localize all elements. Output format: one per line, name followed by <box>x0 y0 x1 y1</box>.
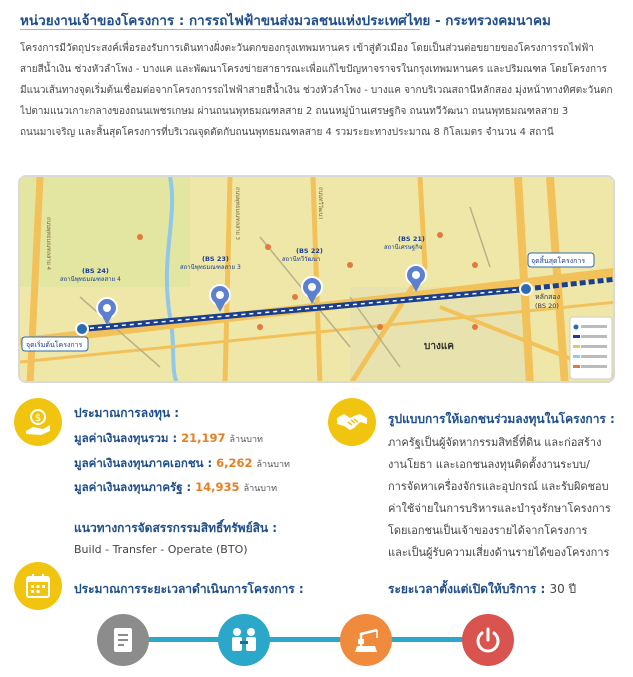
intro-line: มีแนวเส้นทางจุดเริ่มต้นเชื่อมต่อจากโครงการรถไฟฟ้าสายสีน้ำเงิน ช่วงหัวลำโพง - บางแค จากบริเวณสถานีหลักสอง มุ่งหน้าทางทิศตะวันตก <box>20 85 613 96</box>
road-label: ถนนทวีวัฒนา <box>317 187 323 220</box>
concession-label: ระยะเวลาตั้งแต่เปิดให้บริการ : <box>388 582 546 596</box>
handshake-icon <box>328 398 376 446</box>
asset-title: แนวทางการจัดสรรกรรมสิทธิ์ทรัพย์สิน : <box>74 521 278 535</box>
start-point <box>76 323 88 335</box>
svg-text:$: $ <box>34 413 42 424</box>
bang-khae-label: บางแค <box>424 341 454 352</box>
investment-unit: ล้านบาท <box>229 435 263 445</box>
station-name: สถานีเศรษฐกิจ <box>384 244 423 251</box>
station-code: (BS 21) <box>398 235 425 243</box>
timeline-bar <box>108 637 498 642</box>
intro-line: ไปตามแนวเกาะกลางของถนนเพชรเกษม ผ่านถนนพุทธมณฑลสาย 2 ถนนหมู่บ้านเศรษฐกิจ ถนนทวีวัฒนา ถนนพุทธมณฑลสาย 3 <box>20 106 569 117</box>
ppp-title: รูปแบบการให้เอกชนร่วมลงทุนในโครงการ : <box>388 412 615 426</box>
route-map <box>18 175 615 383</box>
intro-paragraph <box>20 38 620 143</box>
investment-label: มูลค่าเงินลงทุนภาคเอกชน : <box>74 456 213 470</box>
construction-icon <box>340 614 392 666</box>
end-point <box>520 283 532 295</box>
power-icon <box>462 614 514 666</box>
ppp-line: งานโยธา และเอกชนลงทุนติดตั้งงานระบบ/ <box>388 458 590 471</box>
asset-value: Build - Transfer - Operate (BTO) <box>74 543 248 556</box>
concession-value: 30 ปี <box>549 582 577 596</box>
investment-label: มูลค่าเงินลงทุนภาครัฐ : <box>74 480 192 494</box>
station-code: (BS 22) <box>296 247 323 255</box>
ppp-line: ค่าใช้จ่ายในการบริหารและบำรุงรักษาโครงการ <box>388 502 611 515</box>
station-code: (BS 23) <box>202 255 229 263</box>
ppp-line: โดยเอกชนเป็นเจ้าของรายได้จากโครงการ <box>388 524 588 537</box>
intro-line: สายสีน้ำเงิน ช่วงหัวลำโพง - บางแค และพัฒนาโครงข่ายสาธารณะเพื่อแก้ไขปัญหาจราจรในกรุงเทพมหานคร และปริมณฑล โดยโครงการ <box>20 64 608 75</box>
intro-line: โครงการมีวัตถุประสงค์เพื่อรองรับการเดินทางฝั่งตะวันตกของกรุงเทพมหานคร เข้าสู่ตัวเมือง โดยเป็นส่วนต่อขยายของโครงการรถไฟฟ้า <box>20 43 594 54</box>
road-label: ถนนพุทธมณฑลสาย 3 <box>234 187 240 241</box>
station-name: สถานีพุทธมณฑลสาย 4 <box>60 276 121 283</box>
station-name: สถานีทวีวัฒนา <box>282 256 321 263</box>
investment-value: 6,262 <box>216 456 253 470</box>
intro-line: ถนนมาเจริญ และสิ้นสุดโครงการที่บริเวณจุดตัดกับถนนพุทธมณฑลสาย 4 รวมระยะทางประมาณ 8 กิโลเมตร จำนวน 4 สถานี <box>20 127 554 138</box>
investment-unit: ล้านบาท <box>256 460 290 470</box>
ppp-line: ภาครัฐเป็นผู้จัดหากรรมสิทธิ์ที่ดิน และก่อสร้าง <box>388 436 602 449</box>
timeline-title: ประมาณการระยะเวลาดำเนินการโครงการ : <box>74 582 304 596</box>
end-label: จุดสิ้นสุดโครงการ <box>531 257 586 265</box>
lak-song-label: หลักสอง <box>535 293 561 301</box>
investment-label: มูลค่าเงินลงทุนรวม : <box>74 431 178 445</box>
investment-row-private <box>74 455 290 473</box>
agreement-icon <box>218 614 270 666</box>
investment-value: 21,197 <box>181 431 226 445</box>
station-code: (BS 24) <box>82 267 109 275</box>
ppp-line: การจัดหาเครื่องจักรและอุปกรณ์ และรับผิดชอบ <box>388 480 609 493</box>
investment-title: ประมาณการลงทุน : <box>74 406 180 420</box>
start-label: จุดเริ่มต้นโครงการ <box>26 341 83 349</box>
route-map-svg <box>20 177 615 383</box>
road-label: ถนนพุทธมณฑลสาย 4 <box>45 217 51 271</box>
station-name: สถานีพุทธมณฑลสาย 3 <box>180 264 241 271</box>
ppp-line: และเป็นผู้รับความเสี่ยงด้านรายได้ของโครงการ <box>388 546 610 559</box>
investment-row-total <box>74 430 263 448</box>
investment-value: 14,935 <box>195 480 240 494</box>
ppp-description <box>388 432 623 564</box>
investment-row-public <box>74 479 277 497</box>
lak-song-code: (BS 20) <box>535 302 559 310</box>
calendar-icon <box>14 562 62 610</box>
investment-unit: ล้านบาท <box>243 484 277 494</box>
hand-money-icon <box>14 398 62 446</box>
title-underline <box>20 29 420 30</box>
concession-period <box>388 580 576 599</box>
document-icon <box>97 614 149 666</box>
page-title: หน่วยงานเจ้าของโครงการ : การรถไฟฟ้าขนส่งมวลชนแห่งประเทศไทย - กระทรวงคมนาคม <box>20 13 551 29</box>
